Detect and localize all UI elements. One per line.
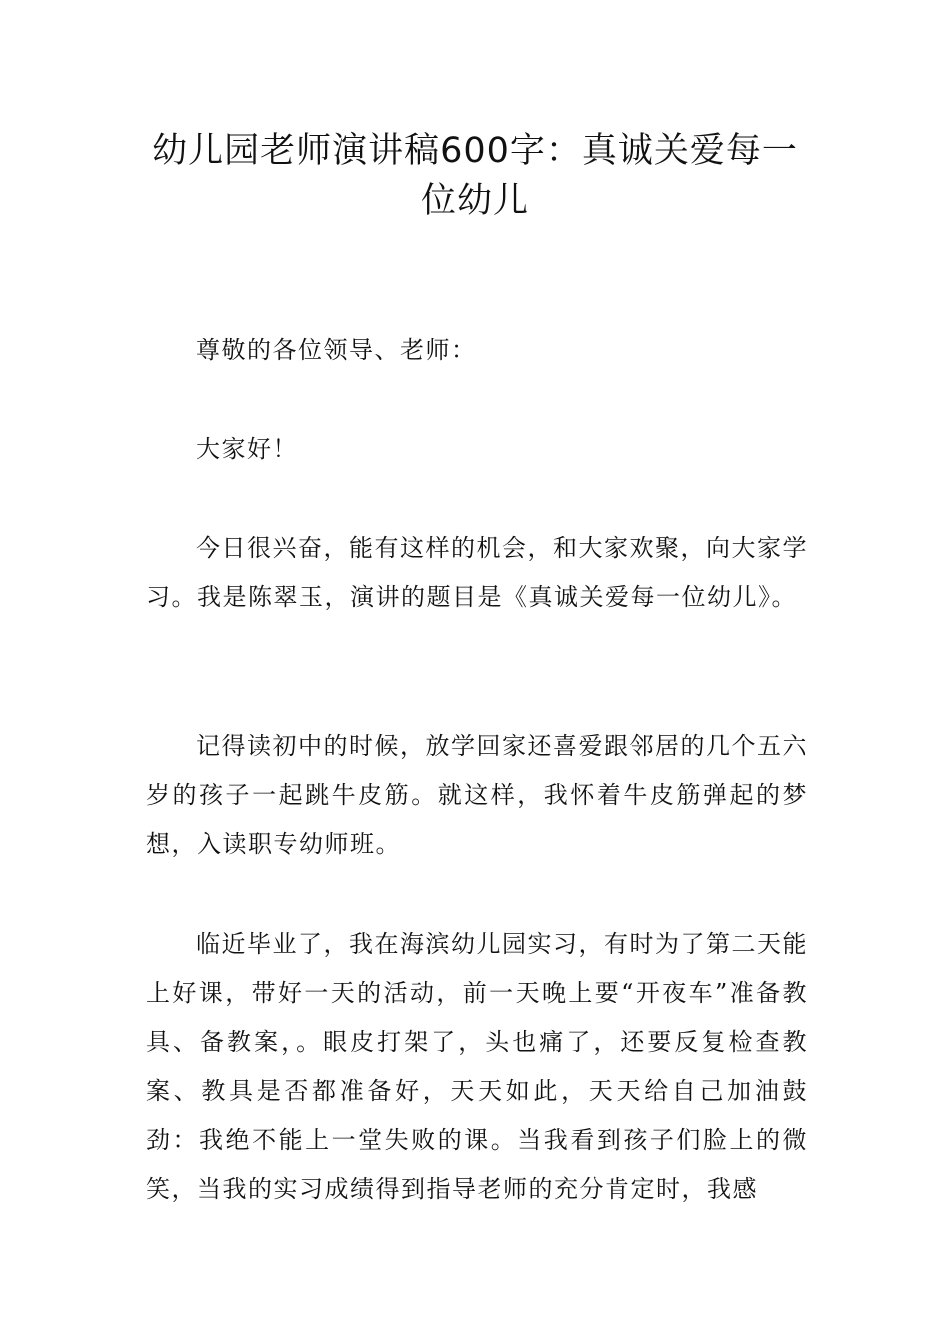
memory-paragraph: 记得读初中的时候，放学回家还喜爱跟邻居的几个五六岁的孩子一起跳牛皮筋。就这样，我怀着牛皮筋弹起的梦想，入读职专幼师班。	[146, 732, 808, 858]
greeting-paragraph: 大家好！	[196, 435, 298, 463]
internship-paragraph: 临近毕业了，我在海滨幼儿园实习，有时为了第二天能上好课，带好一天的活动，前一天晚上要“开夜车”准备教具、备教案，。眼皮打架了，头也痛了，还要反复检查教案、教具是否都准备好，天天如此，天天给自己加油鼓劲：我绝不能上一堂失败的课。当我看到孩子们脸上的微笑，当我的实习成绩得到指导老师的充分肯定时，我感	[146, 930, 808, 1203]
salutation-paragraph: 尊敬的各位领导、老师：	[196, 336, 477, 364]
intro-paragraph: 今日很兴奋，能有这样的机会，和大家欢聚，向大家学习。我是陈翠玉，演讲的题目是《真诚关爱每一位幼儿》。	[146, 534, 808, 611]
document-title: 幼儿园老师演讲稿600字：真诚关爱每一位幼儿	[152, 131, 798, 221]
